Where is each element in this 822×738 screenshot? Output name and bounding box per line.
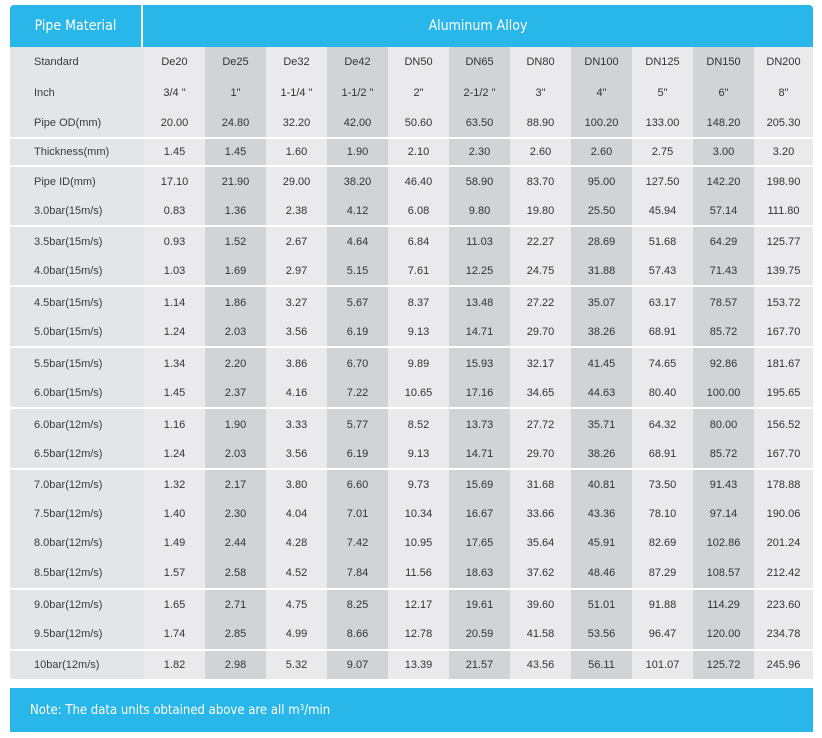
table-cell: 9.80: [449, 197, 510, 225]
table-cell: 1.36: [205, 197, 266, 225]
table-cell: 1.14: [144, 287, 205, 318]
table-cell: 6.19: [327, 318, 388, 346]
table-cell: 9.13: [388, 318, 449, 346]
table-cell: 245.96: [754, 651, 813, 679]
table-cell: 19.80: [510, 197, 571, 225]
table-cell: 1.74: [144, 619, 205, 649]
table-cell: 181.67: [754, 348, 813, 379]
table-cell: 83.70: [510, 167, 571, 197]
table-cell: 33.66: [510, 500, 571, 528]
table-cell: 1.82: [144, 651, 205, 679]
table-cell: 32.20: [266, 109, 327, 137]
table-cell: 1.57: [144, 558, 205, 588]
table-cell: 156.52: [754, 409, 813, 440]
table-cell: 57.43: [632, 257, 693, 285]
table-cell: 10.34: [388, 500, 449, 528]
table-cell: 2.03: [205, 440, 266, 468]
table-cell: 167.70: [754, 440, 813, 468]
table-cell: 133.00: [632, 109, 693, 137]
table-cell: 9.13: [388, 440, 449, 468]
table-cell: 53.56: [571, 619, 632, 649]
table-cell: 198.90: [754, 167, 813, 197]
table-cell: 2.30: [205, 500, 266, 528]
table-cell: 43.36: [571, 500, 632, 528]
aluminum-alloy-header: Aluminum Alloy: [428, 18, 528, 34]
table-cell: 195.65: [754, 379, 813, 407]
table-cell: 3.20: [754, 139, 813, 165]
table-cell: 2.10: [388, 139, 449, 165]
table-cell: 9.07: [327, 651, 388, 679]
table-cell: 43.56: [510, 651, 571, 679]
table-cell: 21.57: [449, 651, 510, 679]
table-cell: 4.16: [266, 379, 327, 407]
table-cell: 2.17: [205, 470, 266, 500]
row-label: 6.0bar(12m/s): [10, 409, 144, 440]
table-cell: 41.58: [510, 619, 571, 649]
table-cell: 40.81: [571, 470, 632, 500]
table-cell: 15.93: [449, 348, 510, 379]
table-cell: 21.90: [205, 167, 266, 197]
table-row: [10, 528, 813, 558]
table-row: [10, 379, 813, 407]
table-cell: 2.37: [205, 379, 266, 407]
table-cell: 12.17: [388, 590, 449, 619]
row-label: 7.0bar(12m/s): [10, 470, 144, 500]
table-cell: 100.20: [571, 109, 632, 137]
table-cell: 95.00: [571, 167, 632, 197]
table-cell: 125.72: [693, 651, 754, 679]
table-row: [10, 649, 813, 679]
table-cell: 4.04: [266, 500, 327, 528]
table-cell: 4.12: [327, 197, 388, 225]
table-cell: 78.10: [632, 500, 693, 528]
table-cell: 11.56: [388, 558, 449, 588]
table-cell: 3.80: [266, 470, 327, 500]
table-cell: 16.67: [449, 500, 510, 528]
table-cell: 8.25: [327, 590, 388, 619]
table-cell: De42: [327, 47, 388, 77]
table-cell: DN65: [449, 47, 510, 77]
table-cell: 14.71: [449, 440, 510, 468]
row-label: 9.5bar(12m/s): [10, 619, 144, 649]
table-cell: 7.22: [327, 379, 388, 407]
table-cell: 39.60: [510, 590, 571, 619]
table-cell: 8.52: [388, 409, 449, 440]
table-cell: 0.83: [144, 197, 205, 225]
table-cell: 38.26: [571, 318, 632, 346]
table-cell: 19.61: [449, 590, 510, 619]
table-cell: 2.97: [266, 257, 327, 285]
table-cell: 3.33: [266, 409, 327, 440]
table-cell: 78.57: [693, 287, 754, 318]
table-cell: 5.32: [266, 651, 327, 679]
table-row: [10, 109, 813, 137]
table-cell: 13.73: [449, 409, 510, 440]
table-cell: 212.42: [754, 558, 813, 588]
table-cell: 58.90: [449, 167, 510, 197]
table-cell: 205.30: [754, 109, 813, 137]
table-cell: 1.45: [205, 139, 266, 165]
table-cell: 20.00: [144, 109, 205, 137]
table-cell: 57.14: [693, 197, 754, 225]
table-cell: 2.60: [510, 139, 571, 165]
row-label: 6.0bar(15m/s): [10, 379, 144, 407]
table-cell: 1.90: [327, 139, 388, 165]
table-cell: 87.29: [632, 558, 693, 588]
table-cell: 2.03: [205, 318, 266, 346]
table-cell: 127.50: [632, 167, 693, 197]
table-row: [10, 77, 813, 109]
table-cell: 50.60: [388, 109, 449, 137]
table-cell: 51.01: [571, 590, 632, 619]
table-cell: 4": [571, 77, 632, 109]
table-cell: 8.66: [327, 619, 388, 649]
table-cell: 96.47: [632, 619, 693, 649]
table-cell: 3.27: [266, 287, 327, 318]
table-cell: 17.65: [449, 528, 510, 558]
table-cell: 1.32: [144, 470, 205, 500]
table-cell: 20.59: [449, 619, 510, 649]
table-cell: 80.40: [632, 379, 693, 407]
table-cell: 1.90: [205, 409, 266, 440]
table-cell: 27.22: [510, 287, 571, 318]
table-cell: 1-1/4 ": [266, 77, 327, 109]
table-cell: 31.88: [571, 257, 632, 285]
table-cell: 6.84: [388, 227, 449, 257]
table-cell: 148.20: [693, 109, 754, 137]
table-cell: 18.63: [449, 558, 510, 588]
table-cell: 24.75: [510, 257, 571, 285]
table-cell: 5.67: [327, 287, 388, 318]
table-cell: 223.60: [754, 590, 813, 619]
table-cell: 74.65: [632, 348, 693, 379]
table-row: [10, 225, 813, 257]
row-label: 8.0bar(12m/s): [10, 528, 144, 558]
row-label: 4.0bar(15m/s): [10, 257, 144, 285]
table-cell: 167.70: [754, 318, 813, 346]
table-cell: 14.71: [449, 318, 510, 346]
table-cell: 44.63: [571, 379, 632, 407]
table-cell: 120.00: [693, 619, 754, 649]
table-cell: 1.49: [144, 528, 205, 558]
table-cell: 42.00: [327, 109, 388, 137]
table-cell: 32.17: [510, 348, 571, 379]
units-note: Note: The data units obtained above are all m $^3$ /min: [10, 688, 813, 732]
table-cell: 82.69: [632, 528, 693, 558]
table-cell: 24.80: [205, 109, 266, 137]
table-cell: 1.45: [144, 139, 205, 165]
table-cell: 0.93: [144, 227, 205, 257]
table-cell: 108.57: [693, 558, 754, 588]
table-cell: 64.32: [632, 409, 693, 440]
table-cell: De20: [144, 47, 205, 77]
row-label: Thickness(mm): [10, 139, 144, 165]
row-label: 5.0bar(15m/s): [10, 318, 144, 346]
table-cell: 13.39: [388, 651, 449, 679]
table-cell: 111.80: [754, 197, 813, 225]
table-cell: DN50: [388, 47, 449, 77]
table-cell: 29.00: [266, 167, 327, 197]
table-cell: 51.68: [632, 227, 693, 257]
table-cell: 4.75: [266, 590, 327, 619]
table-cell: 125.77: [754, 227, 813, 257]
table-cell: 92.86: [693, 348, 754, 379]
table-cell: 101.07: [632, 651, 693, 679]
table-row: [10, 558, 813, 588]
table-cell: 3.56: [266, 440, 327, 468]
pipe-material-header: Pipe Material: [10, 5, 143, 47]
data-table: [10, 47, 813, 679]
table-cell: 1.86: [205, 287, 266, 318]
table-cell: 22.27: [510, 227, 571, 257]
table-cell: 1": [205, 77, 266, 109]
table-cell: 35.07: [571, 287, 632, 318]
table-cell: 29.70: [510, 440, 571, 468]
table-cell: 97.14: [693, 500, 754, 528]
table-cell: 4.52: [266, 558, 327, 588]
table-row: [10, 440, 813, 468]
table-cell: 6": [693, 77, 754, 109]
table-cell: 46.40: [388, 167, 449, 197]
table-cell: 1.40: [144, 500, 205, 528]
table-cell: 4.99: [266, 619, 327, 649]
row-label: 5.5bar(15m/s): [10, 348, 144, 379]
table-cell: 48.46: [571, 558, 632, 588]
table-cell: 6.60: [327, 470, 388, 500]
table-cell: 114.29: [693, 590, 754, 619]
table-cell: 10.95: [388, 528, 449, 558]
table-cell: 35.71: [571, 409, 632, 440]
table-cell: 68.91: [632, 318, 693, 346]
table-cell: 2": [388, 77, 449, 109]
table-cell: 12.25: [449, 257, 510, 285]
note-prefix: Note: The data units obtained above are all m: [30, 702, 300, 718]
table-row: [10, 318, 813, 346]
table-cell: 2.44: [205, 528, 266, 558]
table-row: [10, 257, 813, 285]
table-cell: 85.72: [693, 318, 754, 346]
table-cell: 85.72: [693, 440, 754, 468]
table-header: [10, 5, 813, 47]
table-cell: 68.91: [632, 440, 693, 468]
table-cell: 7.42: [327, 528, 388, 558]
table-cell: De32: [266, 47, 327, 77]
table-cell: DN125: [632, 47, 693, 77]
table-row: [10, 165, 813, 197]
table-cell: 2.71: [205, 590, 266, 619]
table-cell: 88.90: [510, 109, 571, 137]
table-cell: 38.26: [571, 440, 632, 468]
table-cell: 142.20: [693, 167, 754, 197]
table-cell: 2.75: [632, 139, 693, 165]
table-cell: 1-1/2 ": [327, 77, 388, 109]
table-cell: 3.56: [266, 318, 327, 346]
table-cell: 13.48: [449, 287, 510, 318]
table-cell: 1.45: [144, 379, 205, 407]
row-label: 3.0bar(15m/s): [10, 197, 144, 225]
table-cell: 7.01: [327, 500, 388, 528]
table-cell: 9.73: [388, 470, 449, 500]
table-row: [10, 346, 813, 379]
table-cell: 8": [754, 77, 813, 109]
table-cell: 1.34: [144, 348, 205, 379]
table-cell: 201.24: [754, 528, 813, 558]
table-cell: 38.20: [327, 167, 388, 197]
table-row: [10, 468, 813, 500]
table-cell: 1.69: [205, 257, 266, 285]
table-cell: 64.29: [693, 227, 754, 257]
table-cell: 153.72: [754, 287, 813, 318]
table-cell: 5.77: [327, 409, 388, 440]
row-label: Pipe OD(mm): [10, 109, 144, 137]
table-cell: 91.43: [693, 470, 754, 500]
table-cell: 17.16: [449, 379, 510, 407]
table-cell: 1.24: [144, 318, 205, 346]
table-cell: De25: [205, 47, 266, 77]
table-cell: 3.86: [266, 348, 327, 379]
table-cell: 7.84: [327, 558, 388, 588]
table-cell: 2.67: [266, 227, 327, 257]
table-cell: 4.64: [327, 227, 388, 257]
table-cell: 6.08: [388, 197, 449, 225]
table-cell: 71.43: [693, 257, 754, 285]
table-cell: 190.06: [754, 500, 813, 528]
table-cell: 2.85: [205, 619, 266, 649]
table-row: [10, 197, 813, 225]
table-cell: DN100: [571, 47, 632, 77]
table-cell: 34.65: [510, 379, 571, 407]
table-row: [10, 407, 813, 440]
table-cell: 2.98: [205, 651, 266, 679]
table-cell: 1.16: [144, 409, 205, 440]
row-label: Inch: [10, 77, 144, 109]
table-cell: 31.68: [510, 470, 571, 500]
table-cell: 27.72: [510, 409, 571, 440]
row-label: 3.5bar(15m/s): [10, 227, 144, 257]
table-cell: 91.88: [632, 590, 693, 619]
table-row: [10, 619, 813, 649]
table-row: [10, 47, 813, 77]
row-label: 7.5bar(12m/s): [10, 500, 144, 528]
table-row: [10, 500, 813, 528]
table-cell: 1.24: [144, 440, 205, 468]
table-cell: 29.70: [510, 318, 571, 346]
row-label: Pipe ID(mm): [10, 167, 144, 197]
table-cell: 2-1/2 ": [449, 77, 510, 109]
table-cell: 2.58: [205, 558, 266, 588]
table-cell: DN150: [693, 47, 754, 77]
table-cell: 63.17: [632, 287, 693, 318]
table-cell: 5.15: [327, 257, 388, 285]
table-cell: 8.37: [388, 287, 449, 318]
table-cell: 1.60: [266, 139, 327, 165]
table-cell: 4.28: [266, 528, 327, 558]
table-cell: DN200: [754, 47, 813, 77]
table-cell: 2.60: [571, 139, 632, 165]
table-cell: 10.65: [388, 379, 449, 407]
table-cell: 139.75: [754, 257, 813, 285]
table-cell: 5": [632, 77, 693, 109]
table-cell: 178.88: [754, 470, 813, 500]
table-cell: 102.86: [693, 528, 754, 558]
table-cell: 234.78: [754, 619, 813, 649]
table-cell: 37.62: [510, 558, 571, 588]
row-label: 9.0bar(12m/s): [10, 590, 144, 619]
table-cell: 12.78: [388, 619, 449, 649]
note-suffix: /min: [304, 702, 331, 718]
table-cell: 41.45: [571, 348, 632, 379]
table-cell: 73.50: [632, 470, 693, 500]
row-label: 6.5bar(12m/s): [10, 440, 144, 468]
table-cell: 1.03: [144, 257, 205, 285]
table-cell: 3": [510, 77, 571, 109]
table-cell: 11.03: [449, 227, 510, 257]
table-row: [10, 137, 813, 165]
table-cell: 63.50: [449, 109, 510, 137]
table-cell: DN80: [510, 47, 571, 77]
table-cell: 15.69: [449, 470, 510, 500]
table-cell: 45.94: [632, 197, 693, 225]
table-cell: 2.20: [205, 348, 266, 379]
table-cell: 2.38: [266, 197, 327, 225]
table-cell: 28.69: [571, 227, 632, 257]
table-cell: 7.61: [388, 257, 449, 285]
table-cell: 56.11: [571, 651, 632, 679]
table-row: [10, 588, 813, 619]
table-cell: 17.10: [144, 167, 205, 197]
table-cell: 2.30: [449, 139, 510, 165]
row-label: Standard: [10, 47, 144, 77]
table-cell: 1.52: [205, 227, 266, 257]
table-cell: 6.70: [327, 348, 388, 379]
table-cell: 1.65: [144, 590, 205, 619]
row-label: 10bar(12m/s): [10, 651, 144, 679]
table-cell: 6.19: [327, 440, 388, 468]
row-label: 8.5bar(12m/s): [10, 558, 144, 588]
table-cell: 3.00: [693, 139, 754, 165]
table-cell: 100.00: [693, 379, 754, 407]
table-cell: 45.91: [571, 528, 632, 558]
table-row: [10, 285, 813, 318]
table-cell: 9.89: [388, 348, 449, 379]
table-cell: 80.00: [693, 409, 754, 440]
table-cell: 35.64: [510, 528, 571, 558]
table-cell: 3/4 ": [144, 77, 205, 109]
table-cell: 25.50: [571, 197, 632, 225]
row-label: 4.5bar(15m/s): [10, 287, 144, 318]
